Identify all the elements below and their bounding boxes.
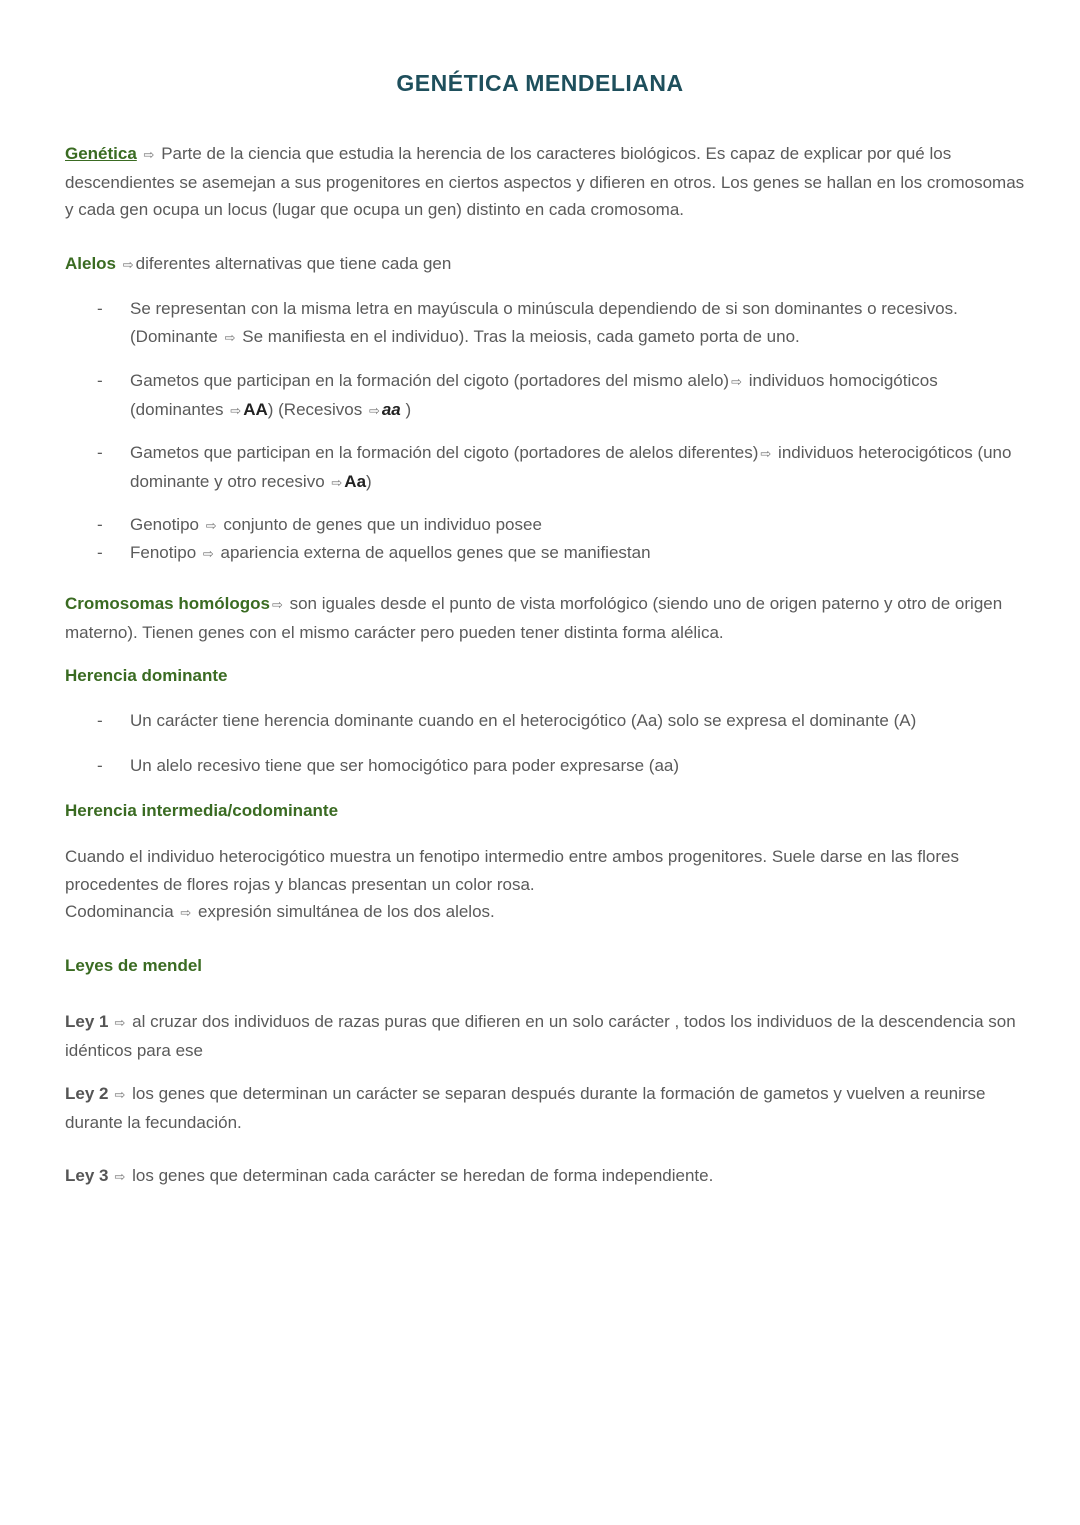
cromosomas-paragraph (65, 590, 1025, 646)
alelos-item-4: Genotipo ⇨ conjunto de genes que un individuo posee (130, 515, 542, 534)
arrow-icon: ⇨ (230, 402, 242, 418)
codominancia-line: Codominancia ⇨ expresión simultánea de los dos alelos. (65, 902, 495, 921)
list-dash: - (97, 299, 103, 318)
arrow-icon: ⇨ (180, 905, 192, 920)
herencia-intermedia-text: Cuando el individuo heterocigótico muestra un fenotipo intermedio entre ambos progenitores. Suele darse en las flores procedentes de flores rojas y blancas presentan un color rosa. (65, 847, 959, 894)
arrow-icon: ⇨ (731, 374, 742, 389)
list-dash: - (97, 711, 103, 730)
ley-1-label: Ley 1 (65, 1012, 109, 1031)
genetica-paragraph (65, 140, 1025, 224)
alelos-item-5: Fenotipo ⇨ apariencia externa de aquellos genes que se manifiestan (130, 543, 651, 562)
ley-3-paragraph: Ley 3 ⇨ los genes que determinan cada carácter se heredan de forma independiente. (65, 1166, 714, 1185)
arrow-icon: ⇨ (205, 518, 217, 533)
arrow-icon: ⇨ (114, 1169, 126, 1184)
list-dash: - (97, 756, 103, 775)
alelos-text: diferentes alternativas que tiene cada gen (135, 254, 452, 273)
alelos-paragraph (65, 250, 1025, 279)
herencia-intermedia-heading: Herencia intermedia/codominante (65, 801, 339, 820)
arrow-icon: ⇨ (143, 147, 155, 162)
alelos-item-2: Gametos que participan en la formación del cigoto (portadores del mismo alelo) ⇨ individuos homocigóticos (dominantes ⇨ AA) (Recesivos ⇨ aa ) (130, 371, 938, 419)
herencia-intermedia-paragraph (65, 843, 1025, 927)
ley-2-label: Ley 2 (65, 1084, 109, 1103)
alelos-item-1: Se representan con la misma letra en mayúscula o minúscula dependiendo de si son dominantes o recesivos. (Dominante ⇨ Se manifiesta en el individuo). Tras la meiosis, cada gameto porta de uno. (130, 299, 958, 346)
arrow-icon: ⇨ (224, 329, 236, 345)
cromosomas-term: Cromosomas homólogos (65, 594, 270, 613)
genetica-term: Genética (65, 144, 137, 163)
cromosomas-text: son iguales desde el punto de vista morfológico (siendo uno de origen paterno y otro de origen materno). Tienen genes con el mismo carácter pero pueden tener distinta forma alélica. (65, 594, 1003, 642)
arrow-icon: ⇨ (114, 1015, 126, 1030)
leyes-heading: Leyes de mendel (65, 956, 203, 975)
ley-2-paragraph: Ley 2 ⇨ los genes que determinan un carácter se separan después durante la formación de gametos y vuelven a reunirse durante la fecundación. (65, 1084, 986, 1132)
arrow-icon: ⇨ (202, 546, 214, 561)
page-title: GENÉTICA MENDELIANA (396, 70, 684, 96)
genetica-text: Parte de la ciencia que estudia la herencia de los caracteres biológicos. Es capaz de explicar por qué los descendientes se asemejan a sus progenitores en ciertos aspectos y difieren en otros. Los genes se hallan en los cromosomas y cada gen ocupa un locus (lugar que ocupa un gen) distinto en cada cromosoma. (65, 144, 1025, 219)
arrow-icon: ⇨ (122, 257, 134, 272)
arrow-icon: ⇨ (271, 597, 283, 612)
arrow-icon: ⇨ (331, 474, 343, 490)
herencia-dominante-item-2: Un alelo recesivo tiene que ser homocigótico para poder expresarse (aa) (130, 756, 680, 775)
herencia-dominante-item-1: Un carácter tiene herencia dominante cuando en el heterocigótico (Aa) solo se expresa el dominante (A) (130, 711, 917, 730)
alelos-term: Alelos (65, 254, 117, 273)
alelos-item-3: Gametos que participan en la formación del cigoto (portadores de alelos diferentes) ⇨ individuos heterocigóticos (uno dominante y otro recesivo ⇨ Aa) (130, 443, 1012, 491)
list-dash: - (97, 515, 103, 534)
ley-3-label: Ley 3 (65, 1166, 109, 1185)
list-dash: - (97, 443, 103, 462)
arrow-icon: ⇨ (760, 446, 772, 461)
herencia-dominante-heading: Herencia dominante (65, 666, 228, 685)
list-dash: - (97, 371, 103, 390)
arrow-icon: ⇨ (368, 402, 380, 418)
ley-1-paragraph: Ley 1 ⇨ al cruzar dos individuos de razas puras que difieren en un solo carácter , todos los individuos de la descendencia son idénticos para ese (65, 1012, 1016, 1060)
list-dash: - (97, 543, 103, 562)
arrow-icon: ⇨ (114, 1087, 126, 1102)
